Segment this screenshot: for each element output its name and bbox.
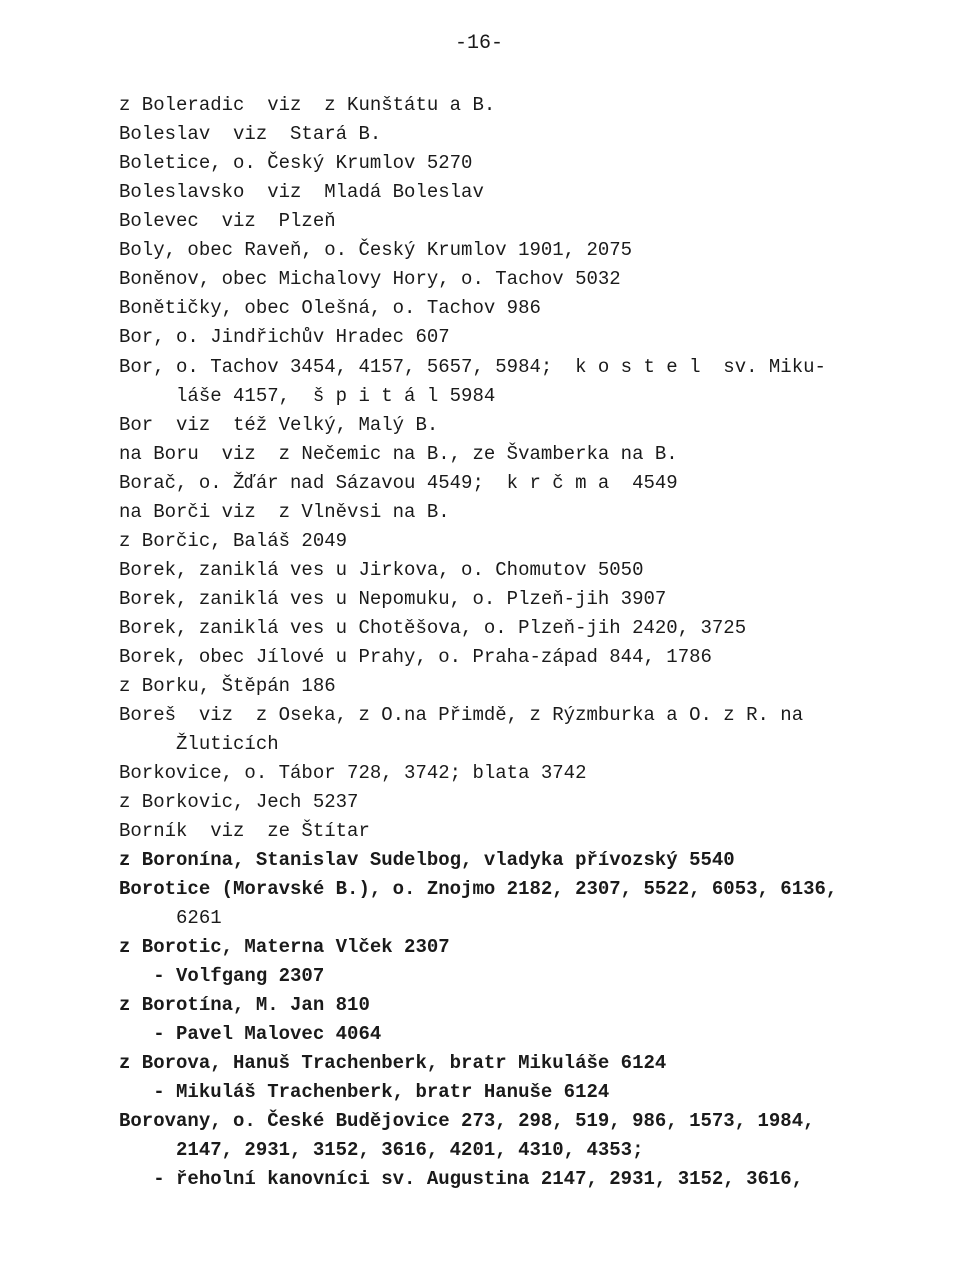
index-line: Boly, obec Raveň, o. Český Krumlov 1901, 2075 — [119, 239, 633, 261]
index-line: Borkovice, o. Tábor 728, 3742; blata 3742 — [119, 762, 587, 784]
index-line: Bor, o. Jindřichův Hradec 607 — [119, 326, 450, 348]
index-line: Bolevec viz Plzeň — [119, 210, 336, 232]
index-line: z Borotic, Materna Vlček 2307 — [119, 936, 450, 958]
index-line: z Borotína, M. Jan 810 — [119, 994, 370, 1016]
index-line: 6261 — [119, 907, 222, 929]
index-line: Borač, o. Žďár nad Sázavou 4549; k r č m a 4549 — [119, 472, 678, 494]
index-line: Boreš viz z Oseka, z O.na Přimdě, z Rýzmburka a O. z R. na — [119, 704, 804, 726]
index-line: z Borku, Štěpán 186 — [119, 675, 336, 697]
index-line: Bor, o. Tachov 3454, 4157, 5657, 5984; k o s t e l sv. Miku- — [119, 356, 826, 378]
index-line: Boleslav viz Stará B. — [119, 123, 382, 145]
index-line: Žluticích — [119, 733, 279, 755]
index-line: na Borči viz z Vlněvsi na B. — [119, 501, 450, 523]
index-line: láše 4157, š p i t á l 5984 — [119, 385, 496, 407]
index-line: Borek, zaniklá ves u Nepomuku, o. Plzeň-jih 3907 — [119, 588, 667, 610]
index-line: - řeholní kanovníci sv. Augustina 2147, 2931, 3152, 3616, — [119, 1168, 804, 1190]
page-number: -16- — [455, 32, 504, 55]
index-line: na Boru viz z Nečemic na B., ze Švamberka na B. — [119, 443, 678, 465]
index-line: z Borova, Hanuš Trachenberk, bratr Mikuláše 6124 — [119, 1052, 667, 1074]
index-line: - Volfgang 2307 — [119, 965, 325, 987]
index-line: Borovany, o. České Budějovice 273, 298, 519, 986, 1573, 1984, — [119, 1110, 815, 1132]
index-line: - Pavel Malovec 4064 — [119, 1023, 382, 1045]
index-line: z Borkovic, Jech 5237 — [119, 791, 359, 813]
index-line: Boněnov, obec Michalovy Hory, o. Tachov 5032 — [119, 268, 621, 290]
index-line: Borek, zaniklá ves u Jirkova, o. Chomutov 5050 — [119, 559, 644, 581]
index-line: Boleslavsko viz Mladá Boleslav — [119, 181, 484, 203]
index-line: z Boleradic viz z Kunštátu a B. — [119, 94, 496, 116]
index-line: Borek, zaniklá ves u Chotěšova, o. Plzeň-jih 2420, 3725 — [119, 617, 747, 639]
index-line: z Borčic, Baláš 2049 — [119, 530, 348, 552]
index-line: Boletice, o. Český Krumlov 5270 — [119, 152, 473, 174]
index-line: Borník viz ze Štítar — [119, 820, 370, 842]
index-line: z Boronína, Stanislav Sudelbog, vladyka přívozský 5540 — [119, 849, 735, 871]
index-line: 2147, 2931, 3152, 3616, 4201, 4310, 4353; — [119, 1139, 644, 1161]
index-line: Borotice (Moravské B.), o. Znojmo 2182, 2307, 5522, 6053, 6136, — [119, 878, 838, 900]
index-line: Bor viz též Velký, Malý B. — [119, 414, 439, 436]
index-line: Bonětičky, obec Olešná, o. Tachov 986 — [119, 297, 541, 319]
index-line: Borek, obec Jílové u Prahy, o. Praha-západ 844, 1786 — [119, 646, 712, 668]
index-line: - Mikuláš Trachenberk, bratr Hanuše 6124 — [119, 1081, 610, 1103]
